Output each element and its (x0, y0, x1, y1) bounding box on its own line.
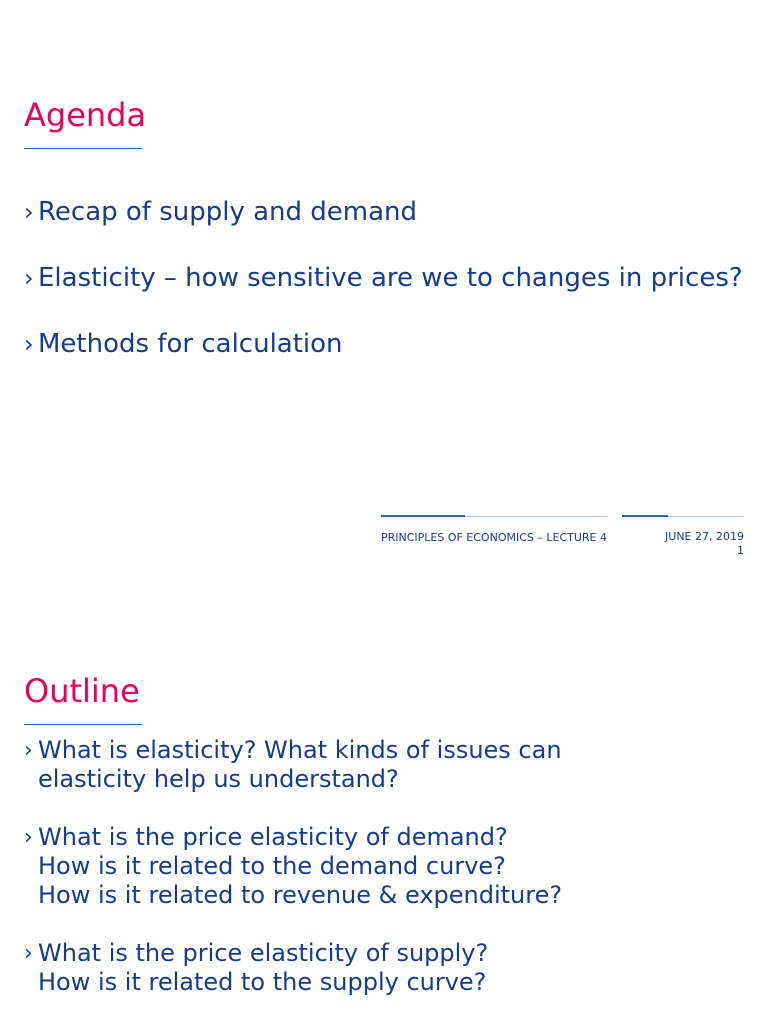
outline-bullet (24, 736, 754, 794)
chevron-bullet-icon: › (24, 330, 34, 358)
slide-title: Agenda (24, 96, 147, 134)
bullet-line: How is it related to revenue & expenditure? (38, 881, 563, 909)
outline-bullet (24, 823, 754, 910)
bullet-line: How is it related to the supply curve? (38, 968, 487, 996)
chevron-bullet-icon: › (24, 738, 33, 763)
bullet-line: What is the price elasticity of supply? (38, 939, 489, 967)
title-underline (24, 724, 142, 725)
chevron-bullet-icon: › (24, 264, 34, 292)
bullet-text: Elasticity – how sensitive are we to changes in prices? (38, 263, 743, 293)
agenda-bullet (24, 196, 754, 228)
chevron-bullet-icon: › (24, 941, 33, 966)
bullet-line: elasticity help us understand? (38, 765, 399, 793)
outline-bullet (24, 939, 754, 997)
bullet-text: Recap of supply and demand (38, 197, 418, 227)
slide-title: Outline (24, 672, 140, 710)
bullet-line: What is elasticity? What kinds of issues can (38, 736, 562, 764)
footer-page-number: 1 (737, 544, 744, 557)
footer-course-title: PRINCIPLES OF ECONOMICS – LECTURE 4 (380, 531, 607, 544)
agenda-bullet (24, 328, 754, 360)
footer-divider (622, 516, 744, 517)
footer-divider (381, 516, 607, 517)
agenda-bullet (24, 262, 754, 294)
bullet-line: What is the price elasticity of demand? (38, 823, 508, 851)
title-underline (24, 148, 142, 149)
bullet-text: Methods for calculation (38, 329, 343, 359)
chevron-bullet-icon: › (24, 198, 34, 226)
outline-bullet-list (24, 736, 754, 1024)
bullet-line: How is it related to the demand curve? (38, 852, 506, 880)
agenda-bullet-list (24, 196, 754, 394)
chevron-bullet-icon: › (24, 825, 33, 850)
footer-date: JUNE 27, 2019 (665, 530, 744, 543)
